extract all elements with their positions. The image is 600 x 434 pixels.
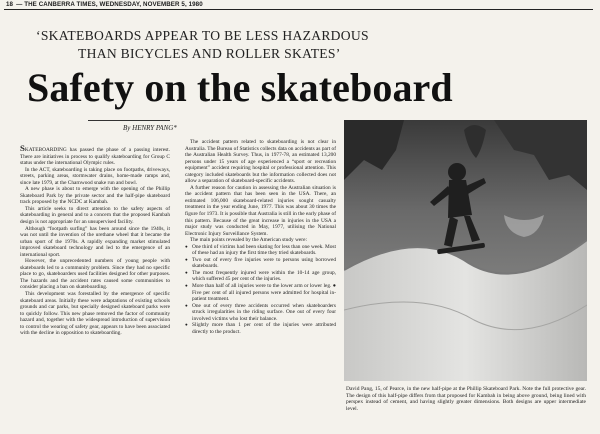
masthead: [6, 1, 203, 8]
bullet-item: ● One third of victims had been skating for less than one week. Most of these had an injury the first time they tried skateboards.: [185, 244, 336, 257]
masthead-line: — THE CANBERRA TIMES, WEDNESDAY, NOVEMBER 5, 1980: [16, 1, 203, 8]
deck-line-1: ‘SKATEBOARDS APPEAR TO BE LESS HAZARDOUS: [36, 28, 369, 43]
byline: By HENRY PANG*: [123, 124, 177, 132]
article-column-2: [185, 139, 336, 335]
bullet-item: ● More than half of all injuries were to the lower arm or lower leg. ● Five per cent of all injured persons were admitted for hospital in-patient treatment.: [185, 283, 336, 303]
paragraph: In the ACT, skateboarding is taking place on footpaths, driveways, streets, parking areas, stormwater drains, home-made ramps and, since late 1979, at the Charnwood snake run and bowl.: [20, 166, 170, 186]
bullet-item: ● Two out of every five injuries were to persons using borrowed skateboards.: [185, 257, 336, 270]
deck-line-2: THAN BICYCLES AND ROLLER SKATES’: [78, 46, 341, 61]
paragraph-text: KATEBOARDING has passed the phase of a passing interest. There are initiatives in process to qualify skateboarding for Group C status under the international Olympic rules.: [20, 147, 170, 167]
bullet-item: ● One out of every three accidents occurred when skateboarders struck irregularities in the riding surface. One out of every four involved victims who lost their balance.: [185, 303, 336, 323]
paragraph: However, the unprecedented numbers of young people with skateboards led to a community problem. Since they had no specific place to go, skateboarders used facilities designed for other purposes. The hazards and the accident rates caused some communities to consider placing a ban on skateboarding.: [20, 258, 170, 291]
masthead-rule: [4, 9, 593, 10]
skateboarder-photo: [344, 120, 587, 381]
bullet-item: ● The most frequently injured were within the 10-14 age group, which suffered 45 per cent of the injuries.: [185, 270, 336, 283]
paragraph: A new phase is about to emerge with the opening of the Phillip Skateboard Park by the private sector and the half-pipe skateboard track proposed by the NCDC at Kambah.: [20, 186, 170, 206]
paragraph: [20, 145, 170, 167]
paragraph: This article seeks to direct attention to the safety aspects of skateboarding in general and to a concern that the proposed Kambah design is not appropriate for an unsupervised facility.: [20, 205, 170, 226]
article-column-1: [20, 145, 170, 337]
paragraph: This development was forestalled by the emergence of specific skateboard areas. Initially these were adaptations of existing schools grounds and car parks, but specially designed skateboard parks were to quickly follow. This new phase removed the factor of community hazard and, together with the widespread introduction of supervision to control the wearing of safety gear, appears to have been associated with the decline in opposition to skateboarding.: [20, 291, 170, 337]
photo-caption: David Pang, 15, of Pearce, in the new half-pipe at the Phillip Skateboard Park. Note the full protective gear. The design of this half-pipe differs from that proposed for Kambah in being above ground, being lined with perspex instead of cement, and having slightly greater dimensions. Both designs are upper intermediate level.: [346, 386, 586, 412]
paragraph: The accident pattern related to skateboarding is not clear in Australia. The Bureau of Statistics collects data on accidents as part of the Australian Health Survey. Thus, in 1977-78, an estimated 13,200 persons under 15 years of age experienced a “sport or recreation equipment” accident requiring hospital or professional attention. This category included skateboards but the information collected does not allow a separation of skateboard-specific accidents.: [185, 139, 336, 185]
paragraph: Although “footpath surfing” has been around since the 1940s, it was not until the invention of the urethane wheel that it became the urban sport of the 1970s. A rapidly expanding market stimulated improved skateboard technology and led to the emergence of an international sport.: [20, 225, 170, 258]
paragraph: The main points revealed by the American study were:: [190, 237, 307, 244]
byline-rule: [88, 120, 170, 121]
drop-cap: S: [20, 143, 25, 153]
headline: Safety on the skateboard: [27, 65, 453, 110]
page-number: 18: [6, 1, 14, 8]
paragraph: A further reason for caution in assessing the Australian situation is the accident pattern that has been seen in the USA. There, an estimated 106,000 skateboard-related injuries sought casualty treatment in the year ending June, 1977. This was about 30 times the figure for 1973. It is possible that Australia is still in the early phase of this pattern. Because of the great increase in injuries in the USA a major study was conducted in May, 1977, utilising the National Electronic Injury Surveillance System.: [185, 184, 336, 237]
photo-illustration: [344, 120, 587, 381]
bullet-item: ● Slightly more than 1 per cent of the injuries were attributed directly to the product.: [185, 322, 336, 335]
